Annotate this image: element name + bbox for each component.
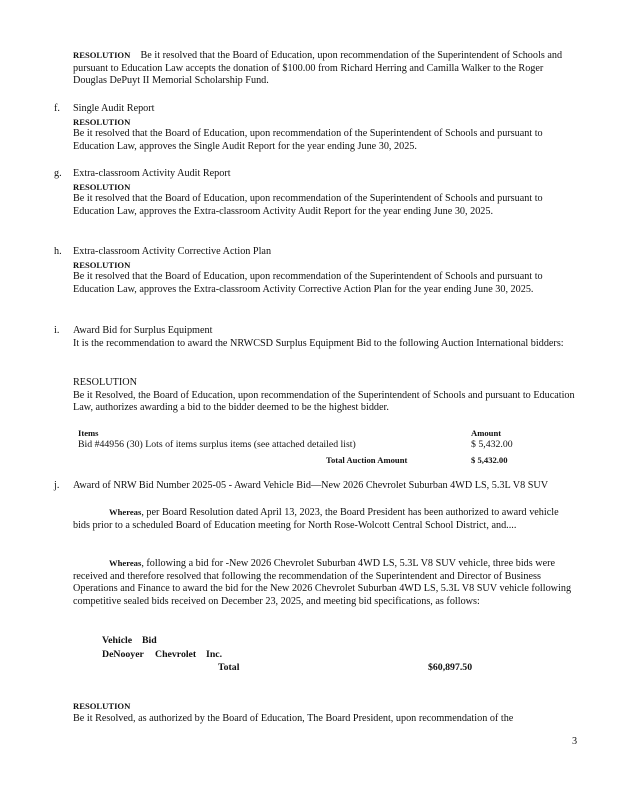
item-marker-i: i.: [54, 325, 60, 336]
resolution-text: Be it Resolved, as authorized by the Board of Education, The Board President, upon recommendation of the: [73, 712, 514, 724]
column-header-amount: Amount: [471, 428, 502, 438]
column-header-items: Items: [78, 428, 99, 438]
whereas-paragraph-2: [73, 557, 578, 608]
item-marker-h: h.: [54, 246, 62, 257]
column-header-vehicle: Vehicle: [102, 635, 133, 646]
resolution-text: Be it resolved that the Board of Education, upon recommendation of the Superintendent of Schools and pursuant to Education Law, approves the Extra-classroom Activity Audit Report for the year ending June 30, 2025.: [73, 193, 543, 217]
surplus-bid-table: [78, 427, 558, 467]
whereas-text: , per Board Resolution dated April 13, 2023, the Board President has been authorized to award vehicle bids prior to a scheduled Board of Education meeting for North Rose-Wolcott Central School District, and....: [73, 507, 559, 531]
resolution-label: RESOLUTION: [73, 377, 137, 388]
total-amount: $60,897.50: [428, 662, 473, 673]
resolution-label: RESOLUTION: [73, 701, 131, 711]
bidder-make: Chevrolet: [155, 649, 197, 660]
total-amount: $ 5,432.00: [471, 455, 508, 465]
table-row-description: Bid #44956 (30) Lots of items surplus items (see attached detailed list): [78, 439, 356, 450]
whereas-label: Whereas: [109, 558, 142, 568]
whereas-paragraph-1: [73, 506, 578, 532]
item-title: Extra-classroom Activity Audit Report: [73, 168, 231, 179]
item-i: [73, 325, 578, 350]
item-j-resolution: [73, 700, 578, 725]
resolution-text: Be it Resolved, the Board of Education, upon recommendation of the Superintendent of Schools and pursuant to Education Law, authorizes awarding a bid to the bidder deemed to be the highest bidder.: [73, 389, 575, 414]
resolution-text: Be it resolved that the Board of Education, upon recommendation of the Superintendent of Schools and pursuant to Education Law, approves the Extra-classroom Activity Corrective Action Plan for the year ending June 30, 2025.: [73, 271, 543, 295]
resolution-text: Be it resolved that the Board of Education, upon recommendation of the Superintendent of Schools and pursuant to Education Law, approves the Single Audit Report for the year ending June 30, 2025.: [73, 128, 543, 152]
resolution-label: RESOLUTION: [73, 116, 131, 127]
whereas-label: Whereas: [109, 507, 142, 517]
resolution-label: RESOLUTION: [73, 259, 131, 270]
total-label: Total: [218, 662, 240, 673]
item-intro: It is the recommendation to award the NRWCSD Surplus Equipment Bid to the following Auction International bidders:: [73, 337, 564, 349]
item-title: Single Audit Report: [73, 103, 155, 114]
item-marker-j: j.: [54, 480, 60, 491]
donation-resolution: [73, 49, 578, 88]
item-marker-g: g.: [54, 168, 62, 179]
page-number: 3: [572, 736, 578, 747]
item-j: [73, 480, 578, 493]
total-label: Total Auction Amount: [326, 455, 408, 465]
table-row-amount: $ 5,432.00: [471, 439, 513, 450]
item-marker-f: f.: [54, 103, 60, 114]
item-h: [73, 246, 578, 296]
resolution-label: RESOLUTION: [73, 50, 131, 60]
resolution-text: Be it resolved that the Board of Education, upon recommendation of the Superintendent of Schools and pursuant to Education Law accepts the donation of $100.00 from Richard Herring and Camilla Walker to the Roger Douglas DePuyt II Memorial Scholarship Fund.: [73, 50, 563, 87]
item-title: Award Bid for Surplus Equipment: [73, 325, 213, 336]
item-i-resolution: [73, 377, 578, 415]
item-title: Extra-classroom Activity Corrective Action Plan: [73, 246, 272, 257]
bidder-suffix: Inc.: [206, 649, 223, 660]
bidder-name: DeNooyer: [102, 649, 144, 660]
vehicle-bid-table: [102, 635, 482, 675]
item-title: Award of NRW Bid Number 2025-05 - Award Vehicle Bid—New 2026 Chevrolet Suburban 4WD LS, 5.3L V8 SUV: [73, 480, 549, 491]
item-g: [73, 168, 578, 218]
item-f: [73, 103, 578, 153]
column-header-bid: Bid: [142, 635, 157, 646]
whereas-text: , following a bid for -New 2026 Chevrolet Suburban 4WD LS, 5.3L V8 SUV vehicle, three bids were received and therefore resolved that following the recommendation of the Superintendent and Director of Business Operations and Finance to award the bid for the New 2026 Chevrolet Suburban 4WD LS, 5.3L V8 SUV vehicle following competitive sealed bids received on December 23, 2025, and meeting bid specifications, as follows:: [73, 558, 572, 607]
resolution-label: RESOLUTION: [73, 181, 131, 192]
